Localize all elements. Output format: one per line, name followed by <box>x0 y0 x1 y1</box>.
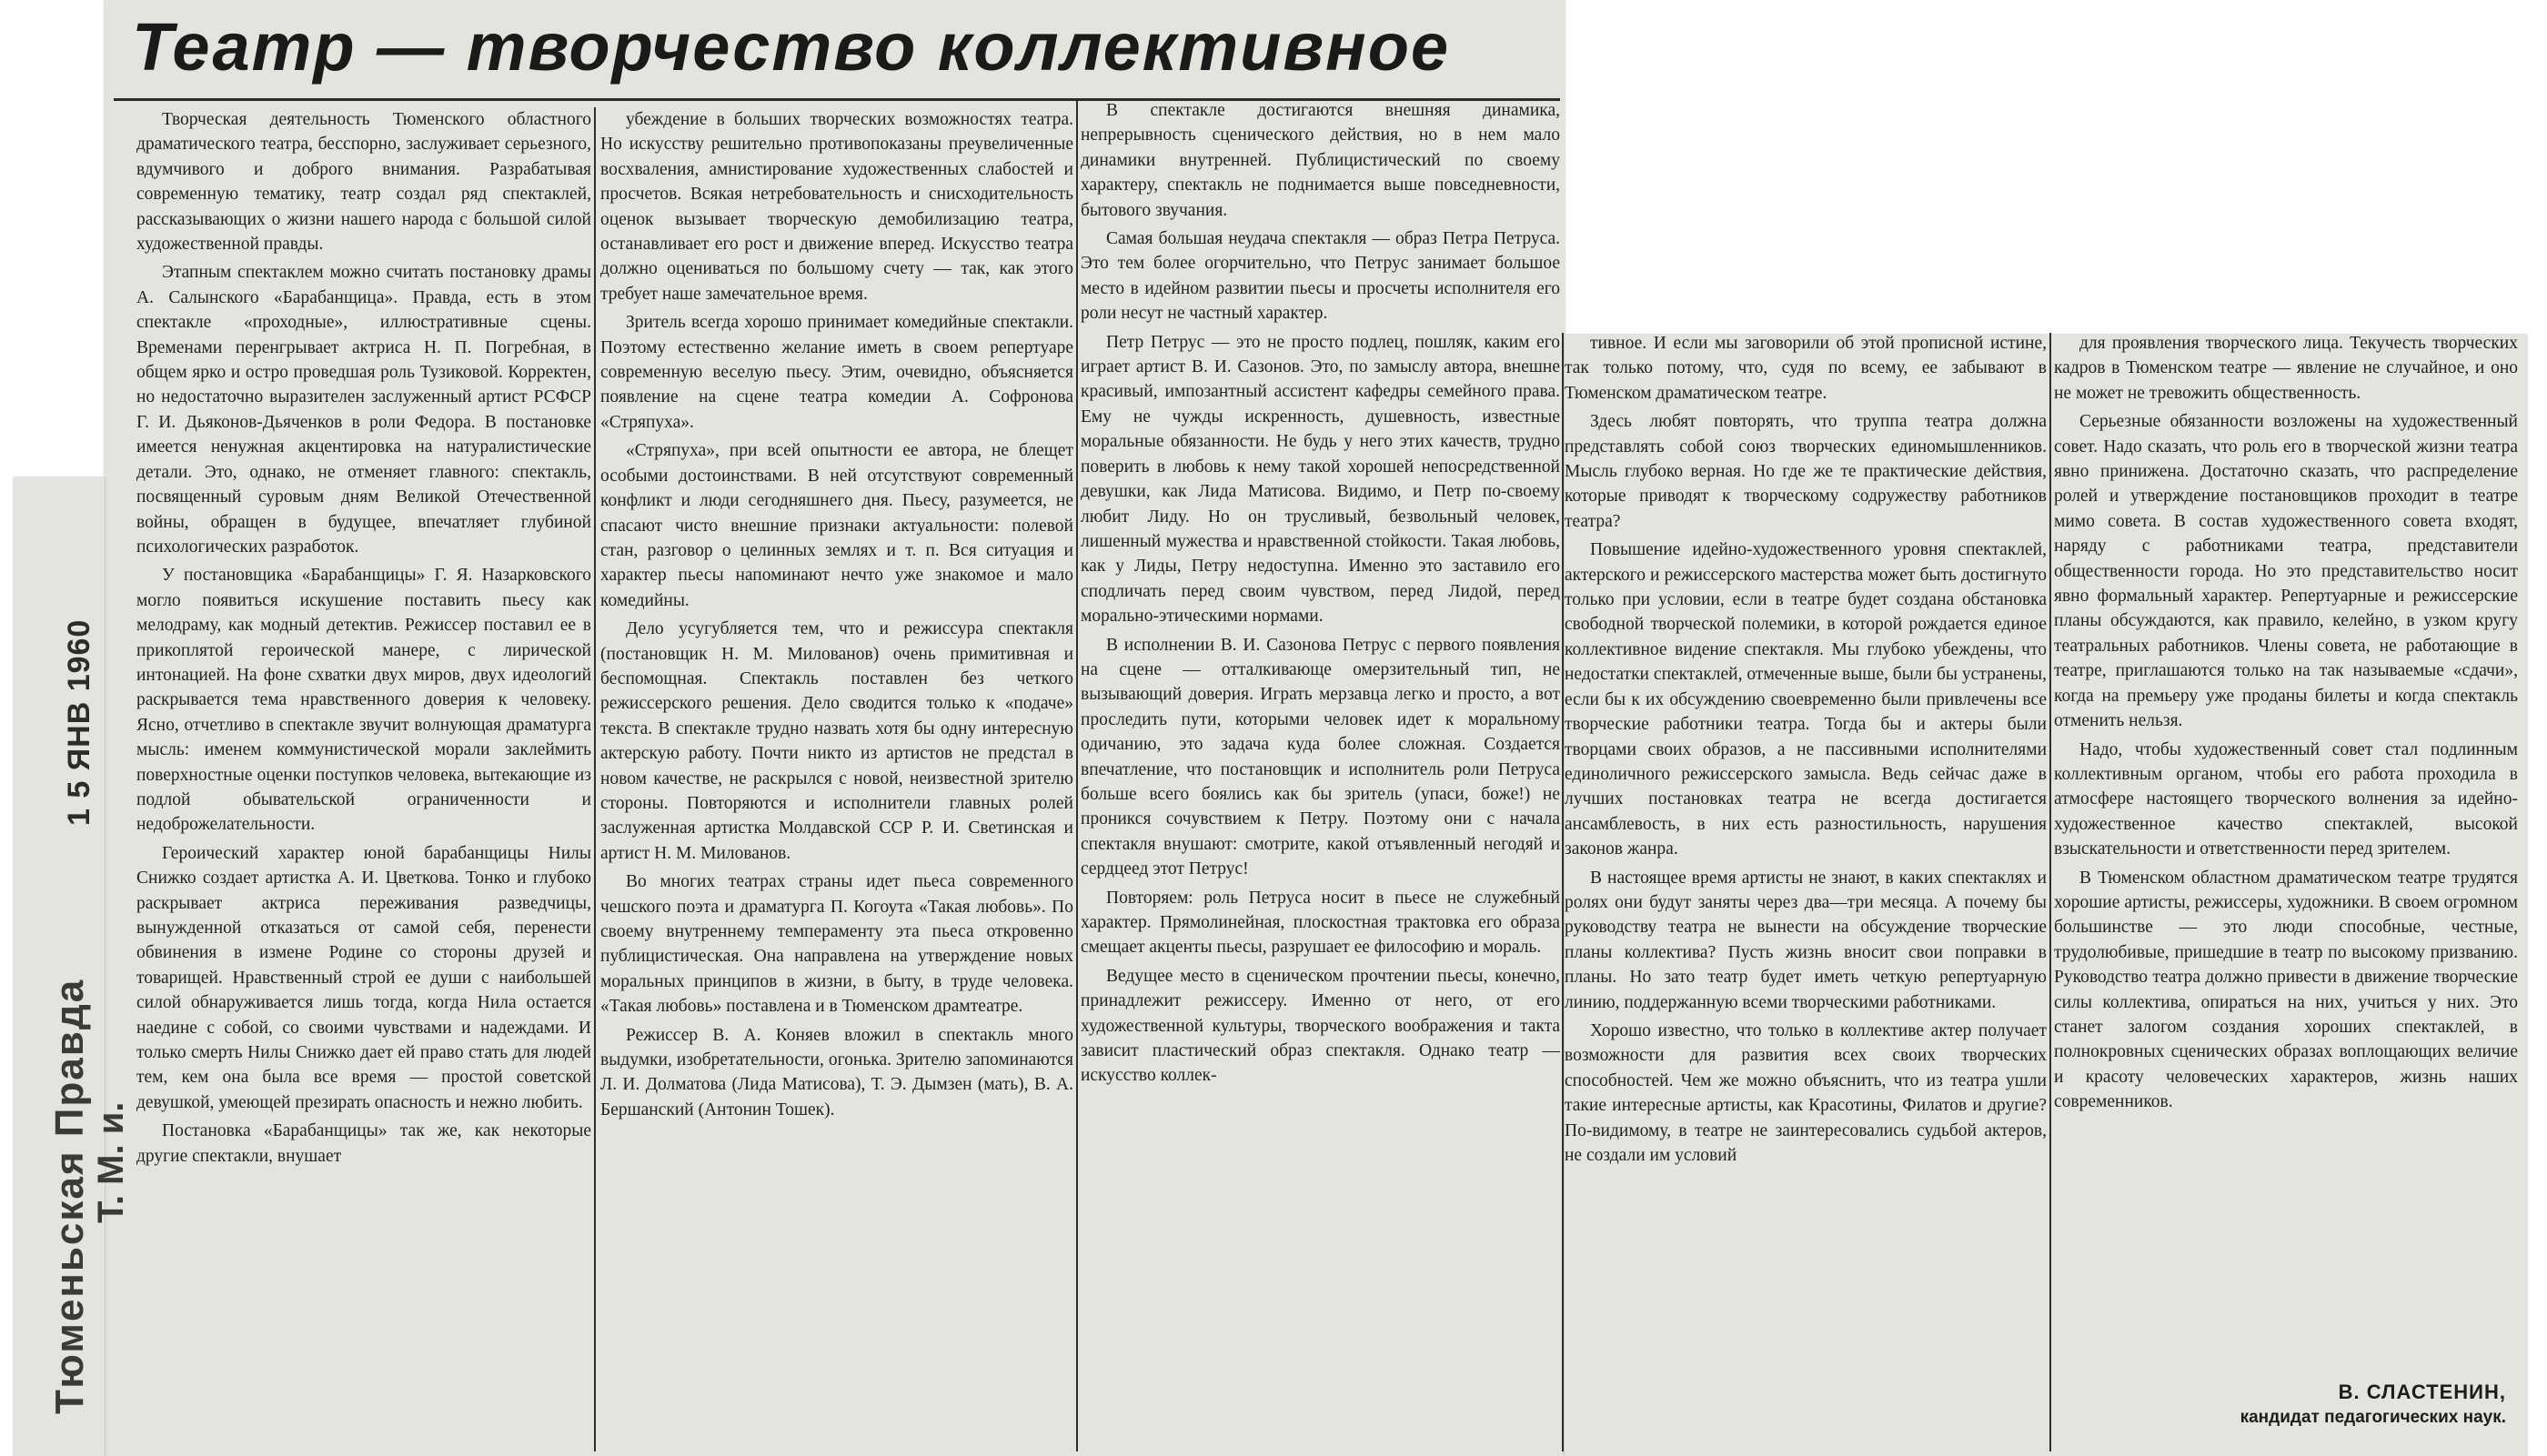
article-headline: Театр — творчество коллективное <box>132 9 1451 85</box>
author-title: кандидат педагогических наук. <box>2240 1408 2506 1427</box>
source-handwritten-label: Тюменьская Правда <box>47 978 92 1414</box>
author-signature <box>2240 1381 2506 1428</box>
article-paragraph: В исполнении В. И. Сазонова Петрус с первого появления на сцене — отталкивающе омерзительный тип, не вызывающий доверия. Играть мерзавца легко и просто, а вот проследить пути, которыми человек идет к моральному одичанию, это задача куда более сложная. Создается впечатление, что постановщик и исполнитель роли Петруса больше всего боялись как бы зритель (упаси, боже!) не проникся сочувствием к Петру. Поэтому они с начала спектакля внушают: смотрите, какой отъявленный негодяй и сердцеед этот Петрус! <box>1081 635 1560 879</box>
article-column-4 <box>1565 331 2047 1451</box>
article-paragraph: Зритель всегда хорошо принимает комедийные спектакли. Поэтому естественно желание иметь в своем репертуаре современную веселую пьесу. Этим, очевидно, объясняется появление на сцене театра комедии А. Софронова «Стряпуха». <box>600 313 1073 432</box>
article-paragraph: Во многих театрах страны идет пьеса современного чешского поэта и драматурга П. Когоута «Такая любовь». По своему внутреннему темпераменту эта пьеса откровенно публицистическая. Она направлена на утверждение новых моральных принципов в жизни, в быту, в труде человека. «Такая любовь» поставлена и в Тюменском драмтеатре. <box>600 872 1073 1017</box>
article-paragraph: В Тюменском областном драматическом театре трудятся хорошие артисты, режиссеры, художники. В своем огромном большинстве — это люди способные, честные, трудолюбивые, пришедшие в театр по высокому призванию. Руководство театра должно привести в движение творческие силы коллектива, опираться на них, учиться у них. Это станет залогом создания хороших спектаклей, в полнокровных сценических образах воплощающих величие и красоту человеческих характеров, жизнь наших современников. <box>2054 868 2518 1112</box>
article-column-1 <box>136 107 591 1451</box>
article-paragraph: Ведущее место в сценическом прочтении пьесы, конечно, принадлежит режиссеру. Именно от него, от его художественной культуры, творческого воображения и такта зависит пластический образ спектакля. Однако театр — искусство коллек- <box>1081 966 1560 1086</box>
article-paragraph: Постановка «Барабанщицы» так же, как некоторые другие спектакли, внушает <box>136 1121 591 1166</box>
column-rule <box>594 107 596 1451</box>
article-paragraph: В настоящее время артисты не знают, в каких спектаклях и ролях они будут заняты через два—три месяца. А почему бы руководству театра не вынести на обсуждение творческие планы коллектива? Пусть жизнь вносит свои поправки в планы. Но зато театр будет иметь четкую репертуарную линию, поддержанную всеми творческими работниками. <box>1565 868 2047 1012</box>
article-paragraph: Надо, чтобы художественный совет стал подлинным коллективным органом, чтобы его работа проходила в атмосфере настоящего творческого волнения за идейно-художественное качество спектаклей, высокой взыскательности и ответственности перед зрителем. <box>2054 739 2518 859</box>
article-paragraph: Героический характер юной барабанщицы Нилы Снижко создает артистка А. И. Цветкова. Тонко и глубоко раскрывает актриса переживания разведчицы, вынужденной отказаться от самой себя, перенести обвинения в измене Родине со стороны друзей и товарищей. Нравственный строй ее души с наибольшей силой обнаруживается лишь тогда, когда Нила остается наедине с собой, со своими чувствами и надеждами. И только смерть Нилы Снижко дает ей право стать для людей тем, кем она была все время — простой советской девушкой, умеющей презирать опасность и нежно любить. <box>136 843 591 1112</box>
article-paragraph: Самая большая неудача спектакля — образ Петра Петруса. Это тем более огорчительно, что Петрус занимает большое место в идейном развитии пьесы и просчеты исполнителя его роли несут не частный характер. <box>1081 229 1560 324</box>
article-paragraph: Серьезные обязанности возложены на художественный совет. Надо сказать, что роль его в творческой жизни театра явно принижена. Достаточно сказать, что распределение ролей и утверждение постановщиков проходит в театре мимо совета. В состав художественного совета входят, наряду с работниками театра, представители общественности города. Но это представительство носит явно формальный характер. Репертуарные и режиссерские планы обсуждаются, как правило, келейно, в узком кругу театральных работников. Члены совета, не работающие в театре, приглашаются только на так называемые «сдачи», когда на премьеру уже проданы билеты и когда спектакль отменить нельзя. <box>2054 412 2518 731</box>
article-paragraph: Этапным спектаклем можно считать постановку драмы А. Салынского «Барабанщица». Правда, есть в этом спектакле «проходные», иллюстративные сцены. Временами перенгрывает актриса Н. П. Погребная, в общем ярко и остро проведшая роль Тузиковой. Корректен, но недостаточно выразителен заслуженный артист РСФСР Г. И. Дьяконов-Дьяченков в роли Федора. В постановке имеется ненужная акцентировка на натуралистические детали. Это, однако, не отменяет главного: спектакль, посвященный суровым дням Великой Отечественной войны, обращен в будущее, впечатляет глубиной психологических разработок. <box>136 263 591 557</box>
column-rule <box>2049 333 2051 1451</box>
article-paragraph: Петр Петрус — это не просто подлец, пошляк, каким его играет артист В. И. Сазонов. Это, по замыслу автора, внешне красивый, импозантный ассистент кафедры семейного права. Ему не чужды искренность, душевность, известные моральные обязанности. Не будь у него этих качеств, трудно поверить в любовь к нему такой хорошей непосредственной девушки, как Лида Матисова. Видимо, и Петр по-своему любит Лиду. Но он трусливый, безвольный человек, лишенный мужества и нравственной стойкости. Такая любовь, как у Лиды, Петру недоступна. Именно это заставило его сподличать перед своим чувством, перед Лидой, перед морально-этическими нормами. <box>1081 332 1560 627</box>
article-paragraph: У постановщика «Барабанщицы» Г. Я. Назарковского могло появиться искушение поставить пьесу как мелодраму, как модный детектив. Режиссер поставил ее в прикоплятой героической манере, с лирической интонацией. На фоне схватки двух миров, двух идеологий раскрывается тема нравственного доверия к человеку. Ясно, отчетливо в спектакле звучит волнующая драматурга мысль: именем коммунистической морали заклеймить поверхностные оценки поступков человека, вытекающие из подлой обывательской ограниченности и недоброжелательности. <box>136 566 591 835</box>
column-rule <box>1562 333 1564 1451</box>
article-paragraph: Хорошо известно, что только в коллективе актер получает возможности для развития всех своих творческих способностей. Чем же можно объяснить, что из театра ушли такие интересные артисты, как Красотины, Филатов и другие? По-видимому, в театре не заинтересовались судьбой актеров, не создали им условий <box>1565 1020 2047 1165</box>
article-paragraph: Режиссер В. А. Коняев вложил в спектакль много выдумки, изобретательности, огонька. Зрителю запоминаются Л. И. Долматова (Лида Матисова), Т. Э. Дымзен (мать), В. А. Бершанский (Антонин Тошек). <box>600 1025 1073 1120</box>
article-paragraph: Здесь любят повторять, что труппа театра должна представлять собой союз творческих единомышленников. Мысль глубоко верная. Но где же те практические действия, которые приводят к творческому содружеству работников театра? <box>1565 412 2047 531</box>
article-column-5 <box>2054 331 2518 1451</box>
article-paragraph: Повышение идейно-художественного уровня спектаклей, актерского и режиссерского мастерства может быть достигнуто только при условии, если в театре будет создана обстановка свободной творческой полемики, в которой рождается единое коллективное видение спектакля. Мы глубоко убеждены, что недостатки спектаклей, отмеченные выше, были бы устранены, если бы к их обсуждению своевременно были привлечены все творческие работники театра. Тогда бы и актеры были творцами своих образов, а не пассивными исполнителями единоличного режиссерского замысла. Ведь сейчас даже в лучших постановках театра не всегда достигается ансамблевость, в них есть разностильность, нарушения законов жанра. <box>1565 540 2047 859</box>
article-column-2 <box>600 107 1073 1451</box>
article-paragraph: убеждение в больших творческих возможностях театра. Но искусству решительно противопоказаны преувеличенные восхваления, амнистирование художественных слабостей и просчетов. Всякая нетребовательность и снисходительность оценок вызывает творческую демобилизацию театра, останавливает его рост и движение вперед. Искусство театра должно оцениваться по большому счету — так, как этого требует наше замечательное время. <box>600 110 1073 304</box>
author-name: В. СЛАСТЕНИН, <box>2338 1381 2506 1403</box>
column-rule <box>1076 100 1078 1451</box>
article-paragraph: Повторяем: роль Петруса носит в пьесе не служебный характер. Прямолинейная, плоскостная трактовка его образа смещает акценты пьесы, разрушает ее философию и мораль. <box>1081 888 1560 958</box>
article-column-3 <box>1081 98 1560 1451</box>
article-paragraph: Творческая деятельность Тюменского областного драматического театра, бесспорно, заслуживает серьезного, вдумчивого и доброго внимания. Разрабатывая современную тематику, театр создал ряд спектаклей, рассказывающих о жизни нашего народа с большой силой художественной правды. <box>136 110 591 255</box>
article-paragraph: для проявления творческого лица. Текучесть творческих кадров в Тюменском театре — явление не случайное, и оно не может не тревожить общественность. <box>2054 334 2518 403</box>
date-stamp: 1 5 ЯНВ 1960 <box>62 618 96 826</box>
article-paragraph: В спектакле достигаются внешняя динамика, непрерывность сценического действия, но в нем мало динамики внутренней. Публицистический по своему характеру, спектакль не поднимается выше повседневности, бытового звучания. <box>1081 101 1560 220</box>
article-paragraph: «Стряпуха», при всей опытности ее автора, не блещет особыми достоинствами. В ней отсутствуют современный конфликт и люди сегодняшнего дня. Пьесу, разумеется, не спасают чисто внешние признаки актуальности: полевой стан, разговор о целинных землях и т. п. Вся ситуация и характер пьесы напоминают нечто уже знакомое и мало комедийны. <box>600 441 1073 610</box>
source-handwritten-mark: Т. М. и. <box>91 1101 131 1223</box>
article-paragraph: тивное. И если мы заговорили об этой прописной истине, так только потому, что, судя по всему, ее забывают в Тюменском драматическом театре. <box>1565 334 2047 403</box>
article-paragraph: Дело усугубляется тем, что и режиссура спектакля (постановщик Н. М. Милованов) очень примитивная и беспомощная. Спектакль поставлен без четкого режиссерского решения. Дело сводится только к «подаче» текста. В спектакле трудно назвать хотя бы одну интересную актерскую работу. Почти никто из артистов не предстал в новом качестве, не раскрылся с новой, неизвестной зрителю стороны. Повторяются и исполнители главных ролей заслуженная артистка Молдавской ССР Р. И. Светинская и артист Н. М. Милованов. <box>600 619 1073 863</box>
